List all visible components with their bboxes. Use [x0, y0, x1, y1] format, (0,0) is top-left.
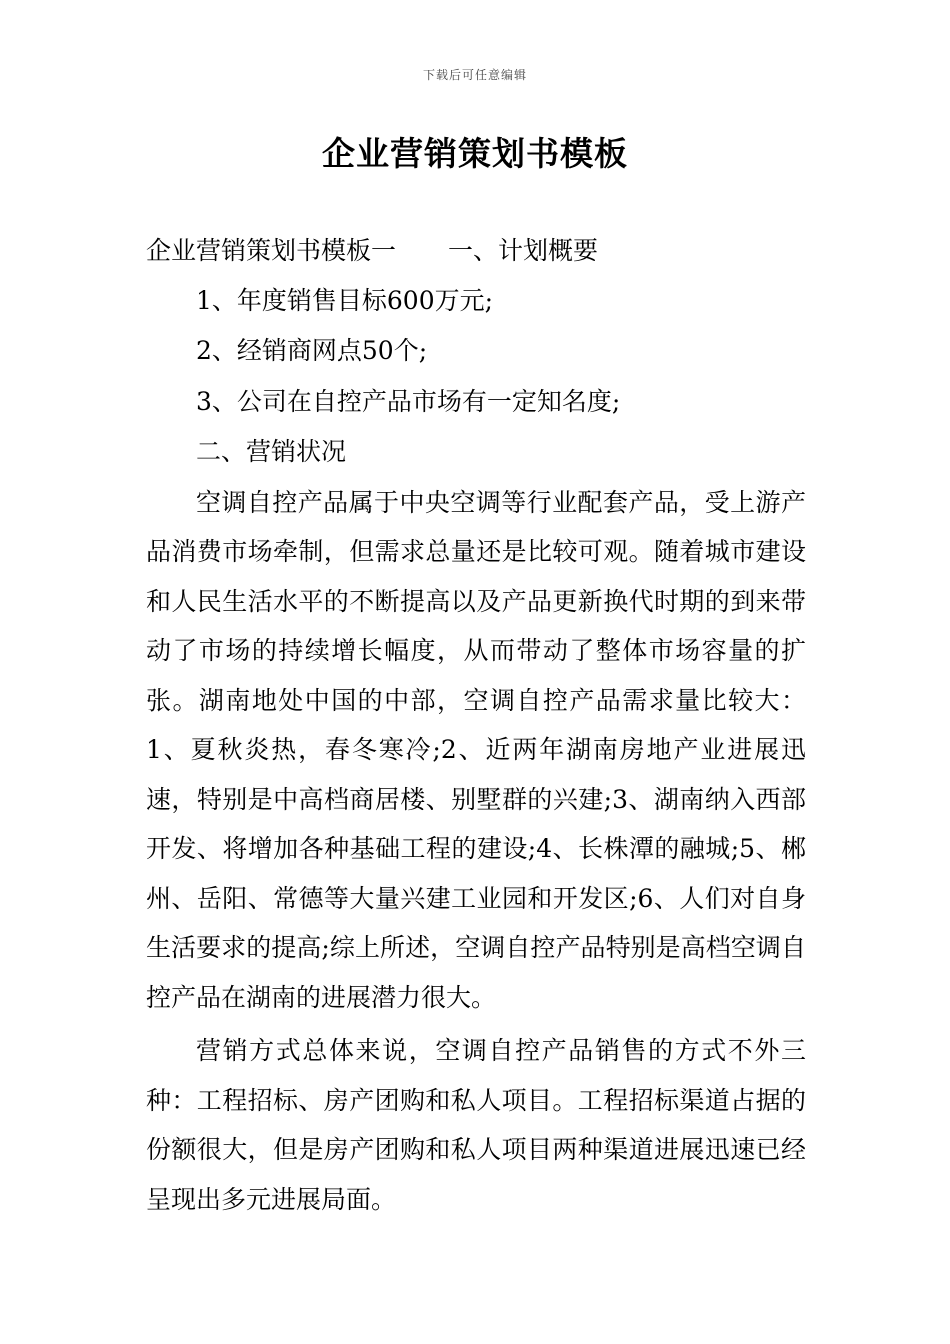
- plan-item-1: 1、年度销售目标600万元;: [196, 285, 494, 315]
- intro-line: [146, 226, 806, 276]
- paragraph-market-status: 空调自控产品属于中央空调等行业配套产品，受上游产品消费市场牵制，但需求总量还是比较可观。随着城市建设和人民生活水平的不断提高以及产品更新换代时期的到来带动了市场的持续增长幅度，从而带动了整体市场容量的扩张。湖南地处中国的中部，空调自控产品需求量比较大：1、夏秋炎热，春冬寒冷;2、近两年湖南房地产业进展迅速，特别是中高档商居楼、别墅群的兴建;3、湖南纳入西部开发、将增加各种基础工程的建设;4、长株潭的融城;5、郴州、岳阳、常德等大量兴建工业园和开发区;6、人们对自身生活要求的提高;综上所述，空调自控产品特别是高档空调自控产品在湖南的进展潜力很大。: [146, 487, 806, 1012]
- paragraph-marketing-methods: 营销方式总体来说，空调自控产品销售的方式不外三种：工程招标、房产团购和私人项目。工程招标渠道占据的份额很大，但是房产团购和私人项目两种渠道进展迅速已经呈现出多元进展局面。: [146, 1036, 806, 1214]
- header-note: 下载后可任意编辑: [422, 68, 527, 82]
- section-heading-plan: 一、计划概要: [448, 236, 599, 265]
- intro-label: 企业营销策划书模板一: [146, 236, 397, 265]
- document-title: 企业营销策划书模板: [322, 134, 628, 173]
- plan-item-3: 3、公司在自控产品市场有一定知名度;: [196, 386, 621, 416]
- plan-item-2: 2、经销商网点50个;: [196, 336, 428, 365]
- document-body: [146, 226, 806, 1224]
- section-heading-marketing: 二、营销状况: [196, 437, 347, 466]
